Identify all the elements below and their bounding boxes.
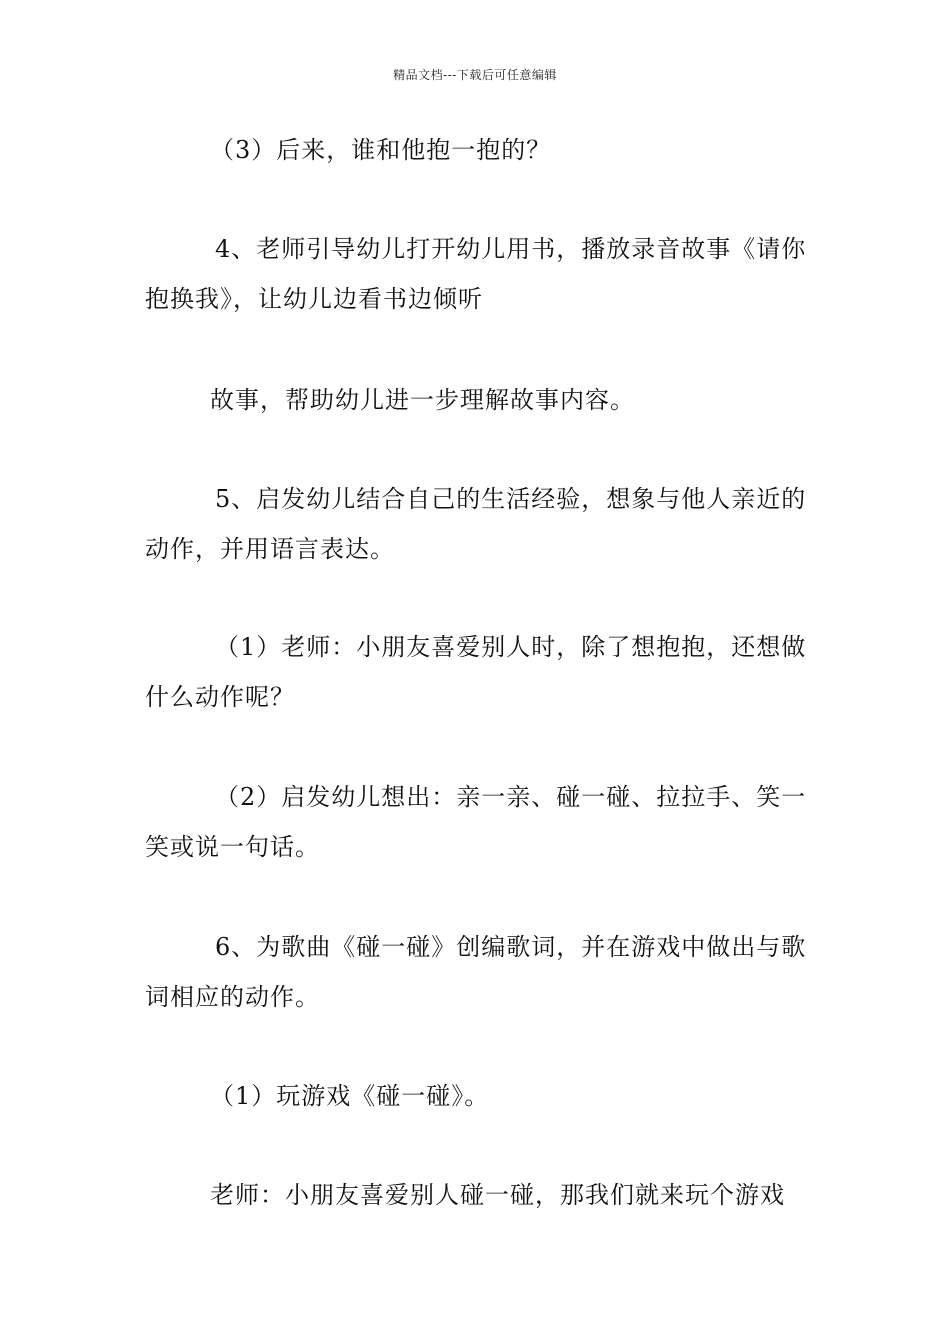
paragraph-story-continued: 故事，帮助幼儿进一步理解故事内容。 (210, 386, 635, 414)
paragraph-5-2: （2）启发幼儿想出：亲一亲、碰一碰、拉拉手、笑一笑或说一句话。 (145, 783, 807, 861)
paragraph-step-5: 5、启发幼儿结合自己的生活经验，想象与他人亲近的动作，并用语言表达。 (145, 485, 807, 563)
paragraph-3-question: （3）后来，谁和他抱一抱的？ (210, 136, 552, 164)
paragraph-6-1: （1）玩游戏《碰一碰》。 (210, 1082, 490, 1110)
paragraph-teacher-line: 老师：小朋友喜爱别人碰一碰，那我们就来玩个游戏 (210, 1181, 785, 1209)
paragraph-5-1: （1）老师：小朋友喜爱别人时，除了想抱抱，还想做什么动作呢？ (145, 633, 807, 711)
page-header: 精品文档---下载后可任意编辑 (393, 68, 557, 82)
paragraph-step-6: 6、为歌曲《碰一碰》创编歌词，并在游戏中做出与歌词相应的动作。 (145, 933, 807, 1011)
paragraph-step-4: 4、老师引导幼儿打开幼儿用书，播放录音故事《请你抱换我》，让幼儿边看书边倾听 (145, 235, 807, 313)
